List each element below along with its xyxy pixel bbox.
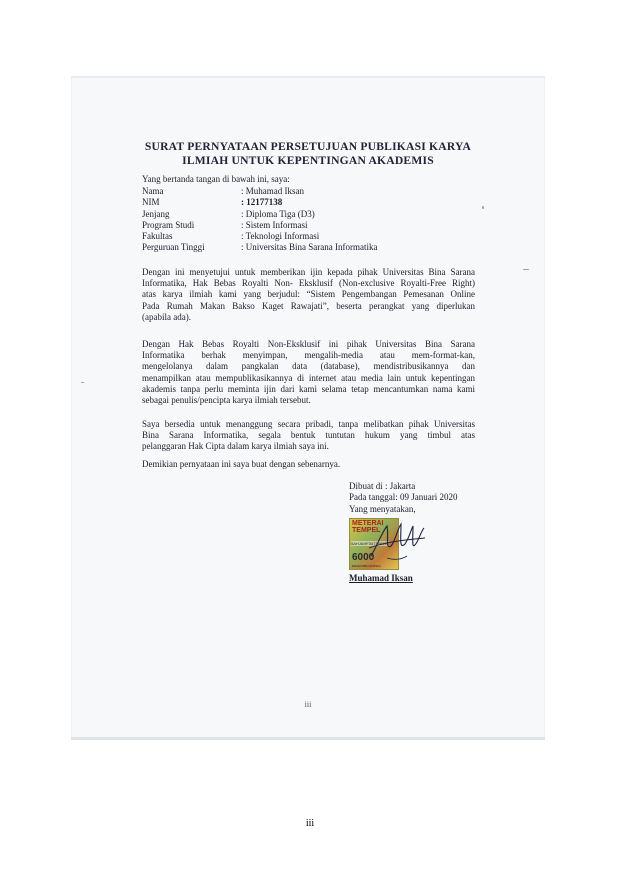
paragraph-closing	[142, 459, 475, 470]
paragraph-line: Informatika, Hak Bebas Royalti Non- Eksklusif (Non-exclusive Royalti-Free Right)	[142, 278, 475, 289]
paragraph-consent	[142, 267, 475, 323]
field-row	[142, 186, 377, 197]
document-title-line-1: SURAT PERNYATAAN PERSETUJUAN PUBLIKASI KARYA	[144, 140, 472, 153]
paragraph-line: sebagai penulis/pencipta karya ilmiah tersebut.	[142, 395, 311, 406]
field-row	[142, 220, 377, 231]
field-value: : Diploma Tiga (D3)	[241, 208, 315, 219]
field-value: : Teknologi Informasi	[241, 231, 320, 242]
paragraph-line: (apabila ada).	[142, 311, 191, 322]
paragraph-liability	[142, 419, 475, 453]
paragraph-line: Informatika berhak menyimpan, mengalih-media atau mem-format-kan,	[142, 350, 475, 361]
field-value: : Sistem Informasi	[241, 219, 308, 230]
intro-text: Yang bertanda tangan di bawah ini, saya:	[142, 174, 290, 184]
field-label: Program Studi	[142, 219, 195, 230]
scan-bottom-edge	[71, 737, 545, 740]
place-line: Dibuat di : Jakarta	[349, 481, 416, 491]
paragraph-line: Bina Sarana Informatika, segala bentuk tuntutan hukum yang timbul atas	[142, 430, 475, 441]
signature-block	[349, 481, 457, 515]
field-row	[142, 209, 377, 220]
scan-speck	[482, 206, 484, 209]
paragraph-line: Dengan ini menyetujui untuk memberikan ijin kepada pihak Universitas Bina Sarana	[142, 267, 475, 277]
field-row	[142, 231, 377, 242]
scanned-document	[71, 76, 545, 740]
scan-speck	[81, 382, 84, 383]
stamp-value: 6000	[352, 552, 375, 563]
date-line: Pada tanggal: 09 Januari 2020	[349, 492, 458, 503]
paragraph-line: Dengan Hak Bebas Royalti Non-Eksklusif ini pihak Universitas Bina Sarana	[142, 339, 475, 349]
stamp-label: TEMPEL	[352, 527, 381, 534]
stamp-code: 5AHJAHF347188196	[351, 541, 389, 546]
signer-name: Muhamad Iksan	[349, 573, 413, 583]
paragraph-line: akademis tanpa perlu meminta ijin dari kami selama tetap mencantumkan nama kami	[142, 383, 475, 394]
stamp-caption: ENAM RIBU RUPIAH	[352, 564, 381, 568]
scan-top-edge	[71, 76, 545, 78]
field-value: : Muhamad Iksan	[241, 186, 304, 196]
paragraph-rights	[142, 339, 475, 406]
field-label: Jenjang	[142, 208, 170, 219]
paragraph-line: menampilkan atau mempublikasikannya di internet atau media lain untuk kepentingan	[142, 372, 475, 383]
field-value: : Universitas Bina Sarana Informatika	[241, 242, 378, 253]
identity-table	[142, 186, 377, 254]
handwritten-signature	[367, 516, 427, 566]
paragraph-line: Demikian pernyataan ini saya buat dengan sebenarnya.	[142, 459, 341, 469]
field-row	[142, 242, 377, 253]
paragraph-line: atas karya ilmiah kami yang berjudul: “Sistem Pengembangan Pemesanan Online	[142, 289, 475, 300]
paragraph-line: Saya bersedia untuk menanggung secara pribadi, tanpa melibatkan pihak Universitas	[142, 419, 475, 429]
field-label: NIM	[142, 197, 160, 208]
field-label: Perguruan Tinggi	[142, 242, 205, 253]
page-number: iii	[305, 818, 315, 829]
field-row	[142, 197, 377, 208]
field-value: : 12177138	[241, 197, 283, 208]
paragraph-line: mengelolanya dalam pangkalan data (database), mendistribusikannya dan	[142, 361, 475, 372]
paragraph-line: Pada Rumah Makan Bakso Kaget Rawajati”, beserta perangkat yang diperlukan	[142, 300, 475, 311]
paragraph-line: pelanggaran Hak Cipta dalam karya ilmiah saya ini.	[142, 441, 329, 452]
scan-speck	[523, 269, 529, 270]
scan-page-number: iii	[304, 700, 312, 709]
field-label: Nama	[142, 186, 164, 196]
document-title-line-2: ILMIAH UNTUK KEPENTINGAN AKADEMIS	[182, 154, 434, 167]
stamp-label: METERAI	[352, 520, 384, 527]
field-label: Fakultas	[142, 231, 173, 242]
closing-line: Yang menyatakan,	[349, 503, 416, 514]
